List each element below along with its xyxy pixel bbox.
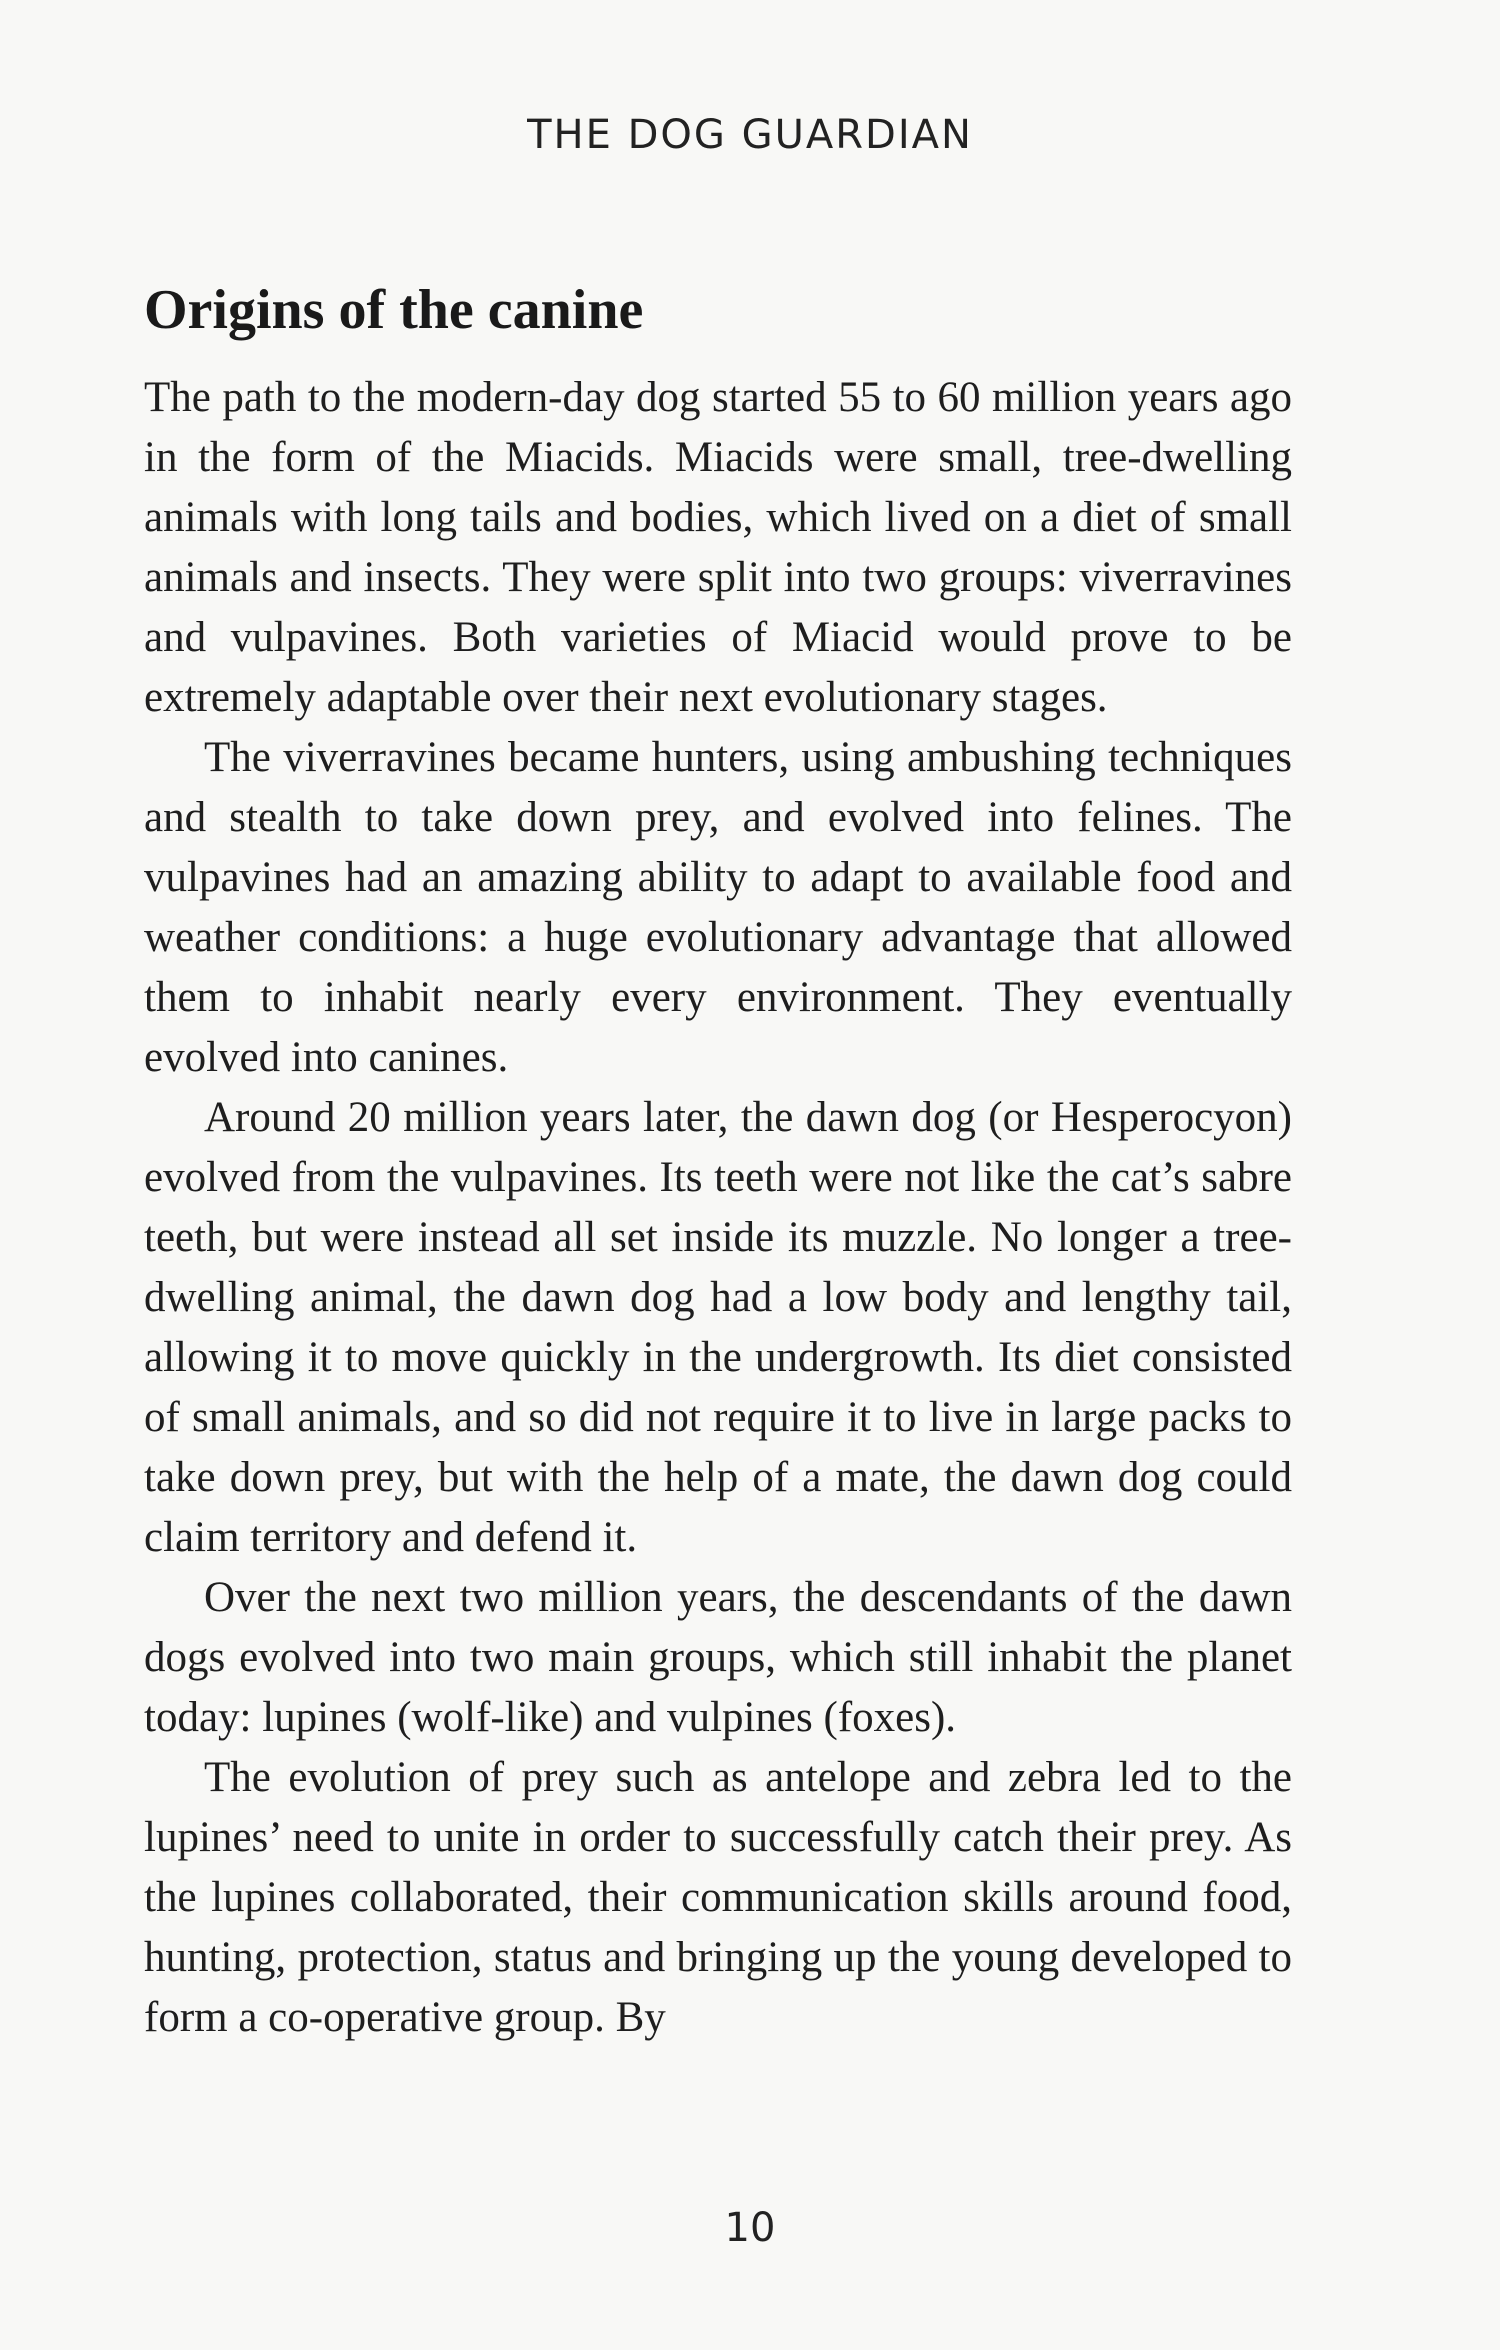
page-number: 10	[724, 2205, 776, 2251]
paragraph: The viverravines became hunters, using ambushing techniques and stealth to take down prey, and evolved into felines. The vulpavines had an amazing ability to adapt to available food and weather conditions: a huge evolutionary advantage that allowed them to inhabit nearly every environment. They eventually evolved into canines.	[144, 734, 1292, 1081]
section-title: Origins of the canine	[144, 279, 644, 341]
running-head: THE DOG GUARDIAN	[527, 112, 973, 158]
paragraph: The evolution of prey such as antelope and zebra led to the lupines’ need to unite in order to successfully catch their prey. As the lupines collaborated, their communication skills around food, hunting, protection, status and bringing up the young developed to form a co-operative group. By	[144, 1754, 1292, 2041]
paragraph: Around 20 million years later, the dawn dog (or Hesperocyon) evolved from the vulpavines. Its teeth were not like the cat’s sabre teeth, but were instead all set inside its muzzle. No longer a tree-dwelling animal, the dawn dog had a low body and lengthy tail, allowing it to move quickly in the undergrowth. Its diet consisted of small animals, and so did not require it to live in large packs to take down prey, but with the help of a mate, the dawn dog could claim territory and defend it.	[144, 1094, 1292, 1561]
body-text	[144, 368, 1292, 2048]
paragraph: Over the next two million years, the descendants of the dawn dogs evolved into two main groups, which still inhabit the planet today: lupines (wolf-like) and vulpines (foxes).	[144, 1574, 1292, 1741]
paragraph: The path to the modern-day dog started 55 to 60 million years ago in the form of the Miacids. Miacids were small, tree-dwelling animals with long tails and bodies, which lived on a diet of small animals and insects. They were split into two groups: viverravines and vulpavines. Both varieties of Miacid would prove to be extremely adaptable over their next evolutionary stages.	[144, 374, 1292, 721]
